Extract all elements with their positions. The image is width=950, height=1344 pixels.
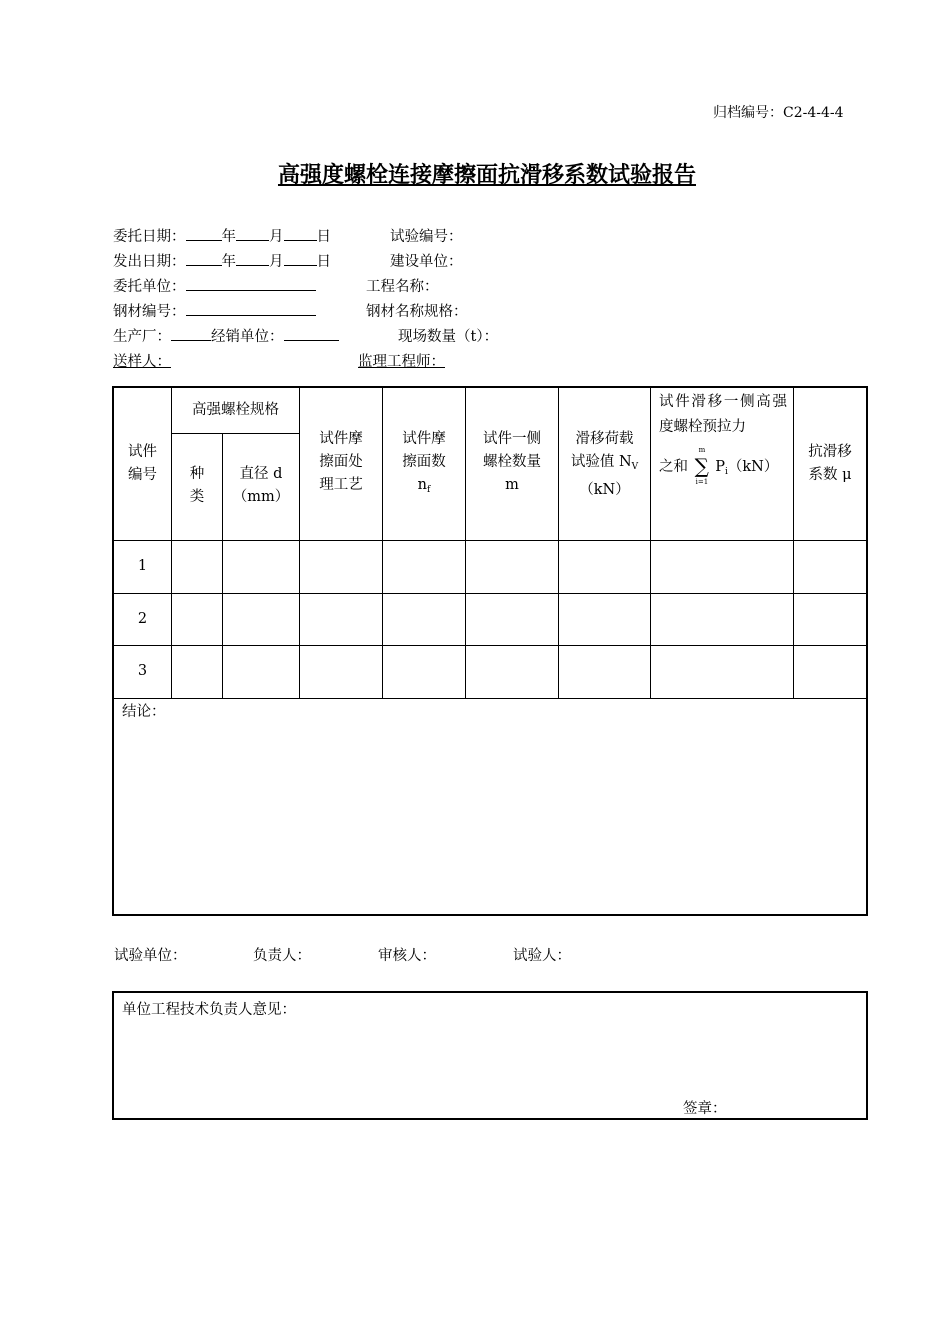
row-number: 2 — [137, 611, 148, 627]
conclusion-label: 结论： — [122, 704, 166, 720]
seal-label: 签章： — [683, 1101, 727, 1117]
row-number: 1 — [137, 558, 148, 574]
manufacturer-row: 生产厂： 经销单位： — [113, 325, 339, 350]
year-blank[interactable] — [186, 226, 222, 241]
header-bolt-count: 试件一侧螺栓数量 m — [483, 431, 541, 493]
grid-line — [793, 388, 794, 698]
grid-line — [114, 593, 866, 594]
sigma-icon: m ∑ i=1 — [694, 446, 709, 486]
header-slip-load: 滑移荷载试验值 $N_V$ （kN） — [570, 431, 639, 498]
year-blank[interactable] — [186, 251, 222, 266]
header-preload-sum: 试件滑移一侧高强度螺栓预拉力 之和 m ∑ i=1 $P_i(kN)$ — [659, 394, 787, 486]
person-in-charge-label: 负责人： — [253, 948, 311, 964]
header-diameter: 直径 d（mm） — [232, 466, 290, 505]
header-type: 种类 — [189, 466, 205, 505]
row-number: 3 — [137, 663, 148, 679]
header-surface-count: 试件摩擦面数 $n_f$ — [402, 431, 446, 495]
issue-date-row: 发出日期： 年 月 日 — [113, 250, 331, 275]
opinion-label: 单位工程技术负责人意见： — [122, 1002, 296, 1018]
day-blank[interactable] — [284, 226, 317, 241]
steel-spec-label: 钢材名称规格： — [366, 304, 468, 320]
site-quantity-label: 现场数量（t）： — [398, 329, 499, 345]
grid-line — [171, 388, 172, 698]
commission-date-row: 委托日期： 年 月 日 — [113, 225, 331, 250]
test-table — [112, 386, 868, 916]
distributor-blank[interactable] — [284, 326, 339, 341]
archive-number: 归档编号：C2-4-4-4 — [713, 105, 844, 121]
header-bolt-spec: 高强螺栓规格 — [192, 402, 279, 418]
grid-line — [114, 540, 866, 541]
construction-unit-label: 建设单位： — [390, 254, 463, 270]
client-unit-blank[interactable] — [186, 276, 316, 291]
month-blank[interactable] — [236, 251, 269, 266]
header-specimen-no: 试件编号 — [128, 444, 157, 483]
grid-line — [114, 698, 866, 699]
project-name-label: 工程名称： — [366, 279, 439, 295]
page-title: 高强度螺栓连接摩擦面抗滑移系数试验报告 — [277, 162, 696, 188]
grid-line — [114, 645, 866, 646]
month-blank[interactable] — [236, 226, 269, 241]
client-unit-row: 委托单位： — [113, 275, 316, 300]
day-blank[interactable] — [284, 251, 317, 266]
steel-no-blank[interactable] — [186, 301, 316, 316]
tester-label: 试验人： — [513, 948, 571, 964]
steel-no-row: 钢材编号： — [113, 300, 316, 325]
header-coefficient: 抗滑移系数 μ — [808, 444, 852, 483]
opinion-box — [112, 991, 868, 1120]
grid-line — [172, 433, 299, 434]
reviewer-label: 审核人： — [378, 948, 436, 964]
test-unit-label: 试验单位： — [114, 948, 187, 964]
header-surface-treatment: 试件摩擦面处理工艺 — [319, 431, 363, 493]
test-no-label: 试验编号： — [390, 229, 463, 245]
manufacturer-blank[interactable] — [171, 326, 211, 341]
sender-row: 送样人： 监理工程师： — [113, 354, 445, 370]
